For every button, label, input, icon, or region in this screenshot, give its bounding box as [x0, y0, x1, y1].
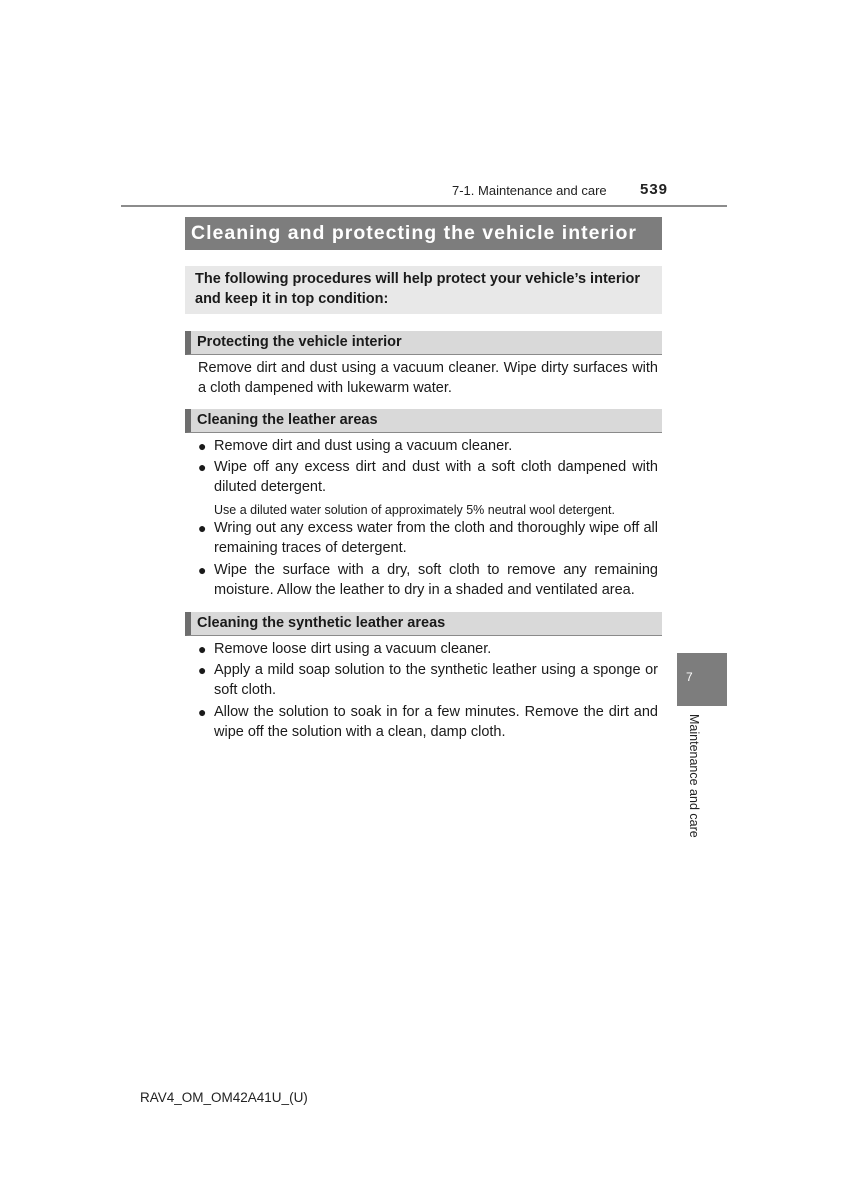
subheading-synthetic-leather: Cleaning the synthetic leather areas [185, 612, 662, 636]
list-item-text: Allow the solution to soak in for a few minutes. Remove the dirt and wipe off the solution with a clean, damp cloth. [214, 704, 658, 740]
bullet-icon: ● [198, 459, 207, 475]
header-section-title: 7-1. Maintenance and care [452, 183, 607, 198]
list-item-text: Wipe off any excess dirt and dust with a soft cloth dampened with diluted detergent. [214, 459, 658, 495]
list-item-text: Apply a mild soap solution to the synthetic leather using a sponge or soft cloth. [214, 662, 658, 698]
header-divider [121, 205, 727, 207]
page-number: 539 [640, 181, 669, 198]
bullet-icon: ● [198, 562, 207, 578]
list-item [198, 436, 658, 456]
list-item [198, 518, 658, 558]
bullet-icon: ● [198, 704, 207, 720]
list-item-text: Wipe the surface with a dry, soft cloth to remove any remaining moisture. Allow the leather to dry in a shaded and ventilated area. [214, 562, 658, 598]
subheading-protecting-interior: Protecting the vehicle interior [185, 331, 662, 355]
list-item [198, 702, 658, 742]
page-title: Cleaning and protecting the vehicle interior [185, 217, 662, 250]
chapter-number: 7 [686, 670, 693, 684]
subheading-leather-areas: Cleaning the leather areas [185, 409, 662, 433]
paragraph-protecting-interior: Remove dirt and dust using a vacuum cleaner. Wipe dirty surfaces with a cloth dampened with lukewarm water. [198, 360, 658, 396]
bullet-icon: ● [198, 520, 207, 536]
list-item [198, 457, 658, 497]
footer-document-code: RAV4_OM_OM42A41U_(U) [140, 1090, 308, 1105]
list-item [198, 560, 658, 600]
bullet-icon: ● [198, 641, 207, 657]
chapter-side-label: Maintenance and care [687, 714, 701, 838]
bullet-icon: ● [198, 662, 207, 678]
list-item [198, 639, 658, 659]
list-item-text: Remove loose dirt using a vacuum cleaner. [214, 641, 492, 657]
detergent-note: Use a diluted water solution of approximately 5% neutral wool detergent. [214, 503, 615, 517]
intro-box: The following procedures will help protect your vehicle’s interior and keep it in top condition: [185, 266, 662, 314]
list-item-text: Remove dirt and dust using a vacuum cleaner. [214, 438, 513, 454]
bullet-icon: ● [198, 438, 207, 454]
list-item-text: Wring out any excess water from the cloth and thoroughly wipe off all remaining traces of detergent. [214, 520, 658, 556]
list-item [198, 660, 658, 700]
chapter-tab [677, 653, 727, 706]
